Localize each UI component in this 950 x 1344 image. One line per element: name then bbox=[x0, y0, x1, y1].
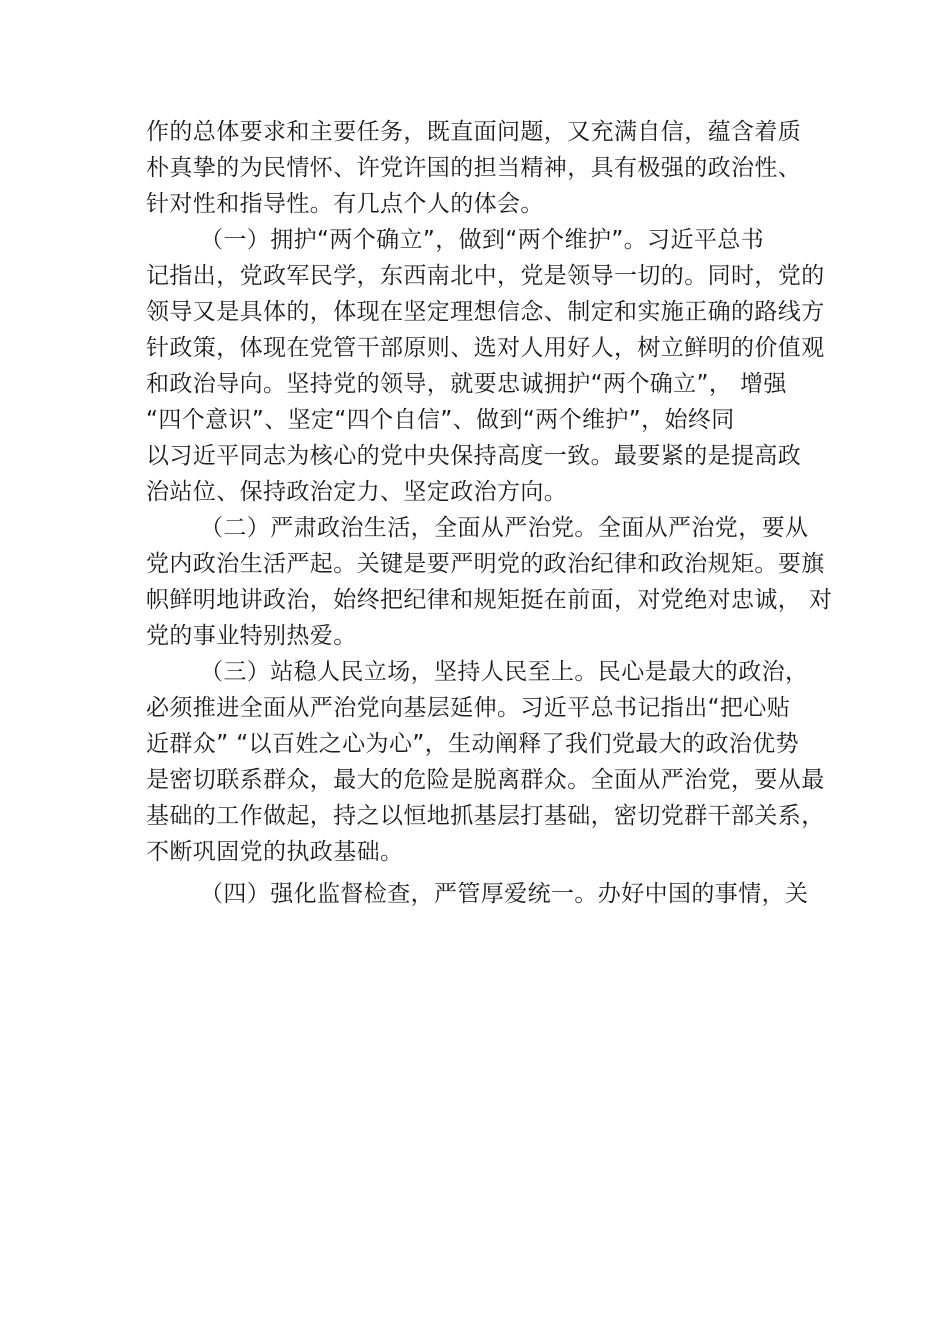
text-line: 以习近平同志为核心的党中央保持高度一致。最要紧的是提高政 bbox=[146, 443, 802, 469]
section-heading-line: （三）站稳人民立场，坚持人民至上。民心是最大的政治， bbox=[200, 659, 809, 685]
text-line: 帜鲜明地讲政治，始终把纪律和规矩挺在前面，对党绝对忠诚， 对 bbox=[146, 587, 833, 613]
text-line: 针政策，体现在党管干部原则、选对人用好人，树立鲜明的价值观 bbox=[146, 335, 825, 361]
text-line: 党内政治生活严起。关键是要严明党的政治纪律和政治规矩。要旗 bbox=[146, 551, 825, 577]
text-line: 针对性和指导性。有几点个人的体会。 bbox=[146, 191, 544, 217]
text-line: 和政治导向。坚持党的领导，就要忠诚拥护“两个确立”， 增强 bbox=[146, 371, 787, 397]
text-line: 必须推进全面从严治党向基层延伸。习近平总书记指出“把心贴 bbox=[146, 695, 791, 721]
text-line: 领导又是具体的，体现在坚定理想信念、制定和实施正确的路线方 bbox=[146, 299, 825, 325]
text-line: 朴真挚的为民情怀、许党许国的担当精神，具有极强的政治性、 bbox=[146, 155, 802, 181]
section-heading-line: （四）强化监督检查，严管厚爱统一。办好中国的事情，关 bbox=[200, 881, 809, 907]
text-line: 基础的工作做起，持之以恒地抓基层打基础，密切党群干部关系， bbox=[146, 803, 825, 829]
text-line: “四个意识”、坚定“四个自信”、做到“两个维护”，始终同 bbox=[146, 407, 735, 433]
text-line: 作的总体要求和主要任务，既直面问题，又充满自信，蕴含着质 bbox=[146, 119, 802, 145]
text-line: 近群众” “以百姓之心为心”，生动阐释了我们党最大的政治优势 bbox=[146, 731, 800, 757]
text-line: 是密切联系群众，最大的危险是脱离群众。全面从严治党，要从最 bbox=[146, 767, 825, 793]
section-heading-line: （一）拥护“两个确立”，做到“两个维护”。习近平总书 bbox=[200, 227, 765, 253]
text-line: 党的事业特别热爱。 bbox=[146, 623, 357, 649]
text-line: 治站位、保持政治定力、坚定政治方向。 bbox=[146, 479, 568, 505]
text-line: 记指出，党政军民学，东西南北中，党是领导一切的。同时，党的 bbox=[146, 263, 825, 289]
text-line: 不断巩固党的执政基础。 bbox=[146, 839, 404, 865]
section-heading-line: （二）严肃政治生活，全面从严治党。全面从严治党，要从 bbox=[200, 515, 809, 541]
